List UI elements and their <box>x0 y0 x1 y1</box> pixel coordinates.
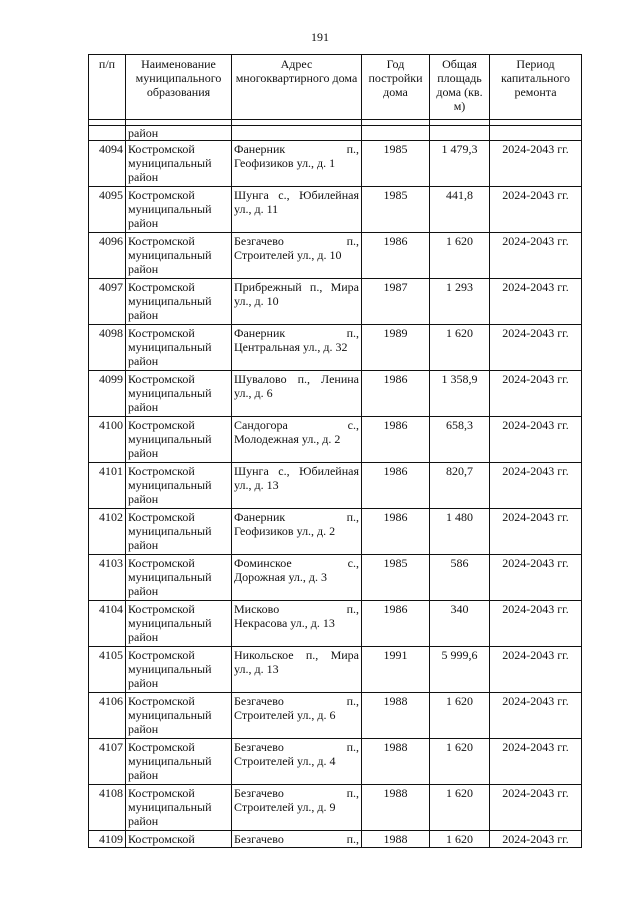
address-line-2: Геофизиков ул., д. 2 <box>234 524 336 538</box>
cell-municipality: Костромской муниципальный район <box>126 187 232 233</box>
cell-area: 5 999,6 <box>430 647 490 693</box>
cell-address <box>232 601 362 647</box>
table-row <box>89 187 582 233</box>
cell-number: 4103 <box>89 555 126 601</box>
cell-period: 2024-2043 гг. <box>490 647 582 693</box>
address-line-2: Строителей ул., д. 9 <box>234 800 336 814</box>
cell-period: 2024-2043 гг. <box>490 187 582 233</box>
table-row <box>89 831 582 848</box>
cell-municipality: Костромской муниципальный район <box>126 279 232 325</box>
cell-address <box>232 555 362 601</box>
cell-period: 2024-2043 гг. <box>490 785 582 831</box>
table-row <box>89 417 582 463</box>
table-row <box>89 601 582 647</box>
table-row <box>89 647 582 693</box>
address-line-1: Шунга с., Юбилейная <box>234 188 359 202</box>
cell-address <box>232 647 362 693</box>
address-line-1: Фанерник п., <box>234 510 359 524</box>
header-row <box>89 55 582 120</box>
address-line-1: Мисково п., <box>234 602 359 616</box>
cell-area: 1 358,9 <box>430 371 490 417</box>
address-line-2: ул., д. 6 <box>234 386 273 400</box>
cell-area: 586 <box>430 555 490 601</box>
address-line-1: Безгачево п., <box>234 234 359 248</box>
page-number: 191 <box>311 30 329 44</box>
cell-period: 2024-2043 гг. <box>490 601 582 647</box>
cell-area: 1 479,3 <box>430 141 490 187</box>
address-line-1: Безгачево п., <box>234 740 359 754</box>
cell-address <box>232 325 362 371</box>
cell-municipality: Костромской муниципальный район <box>126 371 232 417</box>
cell-year: 1985 <box>362 141 430 187</box>
continuation-text: район <box>126 126 232 141</box>
cell-municipality: Костромской муниципальный район <box>126 141 232 187</box>
cell-year: 1991 <box>362 647 430 693</box>
cell-period: 2024-2043 гг. <box>490 555 582 601</box>
cell-area: 1 620 <box>430 739 490 785</box>
cell-address <box>232 785 362 831</box>
address-line-1: Безгачево п., <box>234 694 359 708</box>
cell-municipality: Костромской муниципальный район <box>126 417 232 463</box>
cell-number: 4097 <box>89 279 126 325</box>
cell-address <box>232 739 362 785</box>
address-line-1: Фанерник п., <box>234 326 359 340</box>
cell-year: 1988 <box>362 831 430 848</box>
cell-area: 1 480 <box>430 509 490 555</box>
header-period: Период капитального ремонта <box>490 55 582 120</box>
table-row <box>89 371 582 417</box>
address-line-1: Шунга с., Юбилейная <box>234 464 359 478</box>
cell-period: 2024-2043 гг. <box>490 325 582 371</box>
cell-period: 2024-2043 гг. <box>490 417 582 463</box>
cell-year: 1988 <box>362 739 430 785</box>
cell-number: 4095 <box>89 187 126 233</box>
cell-year: 1988 <box>362 785 430 831</box>
housing-registry-table <box>88 54 582 848</box>
cell-number: 4105 <box>89 647 126 693</box>
cell-area: 1 620 <box>430 325 490 371</box>
cell-area: 658,3 <box>430 417 490 463</box>
cell-address <box>232 233 362 279</box>
cell-municipality: Костромской муниципальный район <box>126 601 232 647</box>
cell-period: 2024-2043 гг. <box>490 693 582 739</box>
header-municipality: Наименование муниципального образования <box>126 55 232 120</box>
cell-year: 1985 <box>362 555 430 601</box>
address-line-2: Строителей ул., д. 4 <box>234 754 336 768</box>
cell-number: 4108 <box>89 785 126 831</box>
continuation-row <box>89 126 582 141</box>
cell-area: 820,7 <box>430 463 490 509</box>
cell-area: 1 620 <box>430 693 490 739</box>
address-line-1: Шувалово п., Ленина <box>234 372 359 386</box>
cell-year: 1986 <box>362 233 430 279</box>
address-line-2: ул., д. 13 <box>234 662 279 676</box>
cell-period: 2024-2043 гг. <box>490 739 582 785</box>
table-row <box>89 785 582 831</box>
cell-number: 4100 <box>89 417 126 463</box>
cell-number: 4106 <box>89 693 126 739</box>
cell-area: 1 620 <box>430 233 490 279</box>
cell-year: 1987 <box>362 279 430 325</box>
address-line-1: Безгачево п., <box>234 832 359 846</box>
address-line-2: Строителей ул., д. 6 <box>234 708 336 722</box>
cell-number: 4104 <box>89 601 126 647</box>
cell-area: 441,8 <box>430 187 490 233</box>
cell-address <box>232 417 362 463</box>
address-line-1: Прибрежный п., Мира <box>234 280 359 294</box>
cell-period: 2024-2043 гг. <box>490 279 582 325</box>
address-line-1: Фанерник п., <box>234 142 359 156</box>
cell-period: 2024-2043 гг. <box>490 463 582 509</box>
cell-municipality: Костромской <box>126 831 232 848</box>
address-line-1: Безгачево п., <box>234 786 359 800</box>
cell-area: 340 <box>430 601 490 647</box>
address-line-2: Некрасова ул., д. 13 <box>234 616 335 630</box>
cell-number: 4098 <box>89 325 126 371</box>
table-row <box>89 463 582 509</box>
cell-area: 1 620 <box>430 785 490 831</box>
cell-year: 1986 <box>362 417 430 463</box>
cell-number: 4099 <box>89 371 126 417</box>
address-line-2: Центральная ул., д. 32 <box>234 340 348 354</box>
cell-year: 1986 <box>362 463 430 509</box>
cell-area: 1 620 <box>430 831 490 848</box>
cell-number: 4096 <box>89 233 126 279</box>
cell-period: 2024-2043 гг. <box>490 141 582 187</box>
header-num: п/п <box>89 55 126 120</box>
address-line-2: Дорожная ул., д. 3 <box>234 570 328 584</box>
cell-municipality: Костромской муниципальный район <box>126 463 232 509</box>
table-row <box>89 509 582 555</box>
cell-address <box>232 371 362 417</box>
cell-period: 2024-2043 гг. <box>490 233 582 279</box>
cell-municipality: Костромской муниципальный район <box>126 693 232 739</box>
header-year: Год постройки дома <box>362 55 430 120</box>
table-row <box>89 325 582 371</box>
cell-address <box>232 463 362 509</box>
table-row <box>89 233 582 279</box>
cell-municipality: Костромской муниципальный район <box>126 739 232 785</box>
address-line-2: ул., д. 13 <box>234 478 279 492</box>
table-row <box>89 739 582 785</box>
cell-municipality: Костромской муниципальный район <box>126 233 232 279</box>
cell-number: 4101 <box>89 463 126 509</box>
cell-year: 1986 <box>362 371 430 417</box>
cell-address <box>232 693 362 739</box>
address-line-2: Геофизиков ул., д. 1 <box>234 156 336 170</box>
address-line-2: Строителей ул., д. 10 <box>234 248 342 262</box>
cell-address <box>232 831 362 848</box>
cell-address <box>232 509 362 555</box>
address-line-1: Сандогора с., <box>234 418 359 432</box>
cell-number: 4094 <box>89 141 126 187</box>
header-area: Общая площадь дома (кв. м) <box>430 55 490 120</box>
cell-municipality: Костромской муниципальный район <box>126 647 232 693</box>
cell-municipality: Костромской муниципальный район <box>126 555 232 601</box>
cell-address <box>232 141 362 187</box>
cell-address <box>232 187 362 233</box>
table-row <box>89 555 582 601</box>
cell-year: 1988 <box>362 693 430 739</box>
cell-year: 1989 <box>362 325 430 371</box>
table-row <box>89 693 582 739</box>
address-line-1: Фоминское с., <box>234 556 359 570</box>
cell-municipality: Костромской муниципальный район <box>126 785 232 831</box>
address-line-2: ул., д. 11 <box>234 202 279 216</box>
cell-number: 4102 <box>89 509 126 555</box>
cell-year: 1985 <box>362 187 430 233</box>
cell-year: 1986 <box>362 509 430 555</box>
cell-period: 2024-2043 гг. <box>490 831 582 848</box>
cell-year: 1986 <box>362 601 430 647</box>
cell-area: 1 293 <box>430 279 490 325</box>
cell-number: 4107 <box>89 739 126 785</box>
cell-period: 2024-2043 гг. <box>490 371 582 417</box>
cell-municipality: Костромской муниципальный район <box>126 325 232 371</box>
table-row <box>89 141 582 187</box>
address-line-1: Никольское п., Мира <box>234 648 359 662</box>
address-line-2: Молодежная ул., д. 2 <box>234 432 341 446</box>
header-address: Адрес многоквартирного дома <box>232 55 362 120</box>
address-line-2: ул., д. 10 <box>234 294 279 308</box>
table-row <box>89 279 582 325</box>
cell-period: 2024-2043 гг. <box>490 509 582 555</box>
cell-municipality: Костромской муниципальный район <box>126 509 232 555</box>
cell-address <box>232 279 362 325</box>
cell-number: 4109 <box>89 831 126 848</box>
